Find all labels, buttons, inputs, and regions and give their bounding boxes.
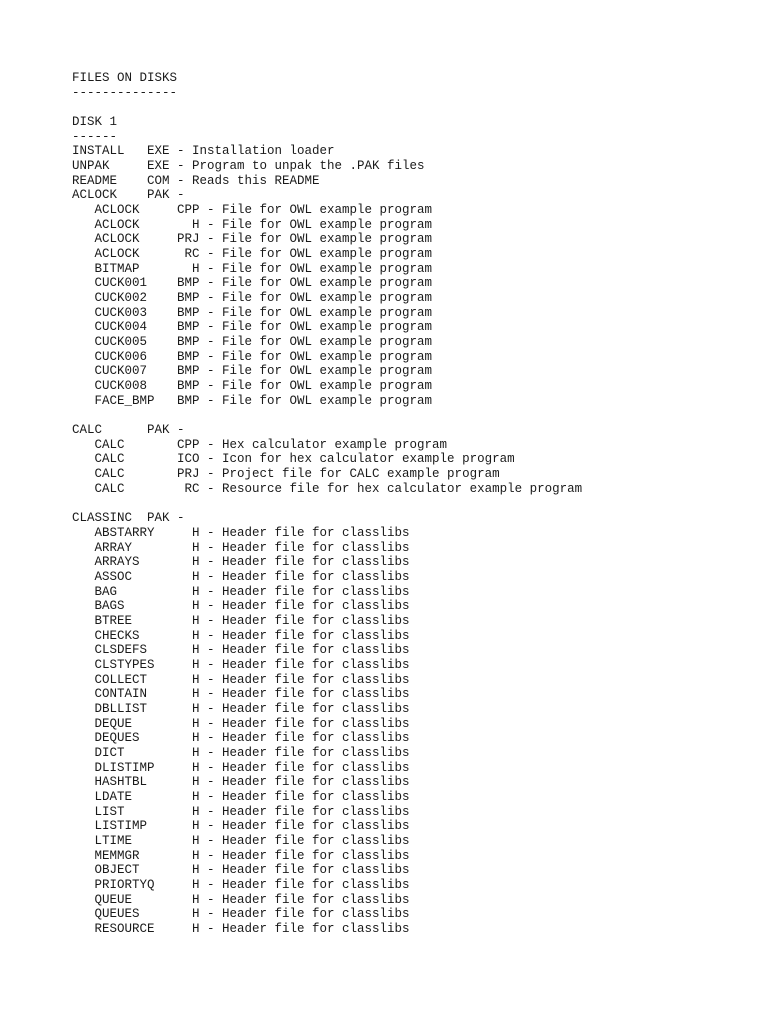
listing-line: LDATE H - Header file for classlibs (72, 789, 410, 804)
file-listing (72, 71, 762, 937)
listing-line: CUCK001 BMP - File for OWL example program (72, 276, 433, 291)
document-page (72, 71, 762, 937)
listing-line: DLISTIMP H - Header file for classlibs (72, 760, 410, 775)
listing-line: CALC PRJ - Project file for CALC example program (72, 467, 500, 482)
listing-line: CALC CPP - Hex calculator example program (72, 437, 448, 452)
listing-line: DISK 1 (72, 115, 118, 130)
listing-line: README COM - Reads this README (72, 173, 320, 188)
listing-line: CUCK003 BMP - File for OWL example program (72, 305, 433, 320)
listing-line: CLSTYPES H - Header file for classlibs (72, 657, 410, 672)
listing-line: ACLOCK PRJ - File for OWL example program (72, 232, 433, 247)
listing-line: CUCK008 BMP - File for OWL example program (72, 379, 433, 394)
listing-line: BAGS H - Header file for classlibs (72, 599, 410, 614)
listing-line: ------ (72, 129, 118, 144)
listing-line: OBJECT H - Header file for classlibs (72, 863, 410, 878)
listing-line: ACLOCK RC - File for OWL example program (72, 247, 433, 262)
listing-line: HASHTBL H - Header file for classlibs (72, 775, 410, 790)
listing-line: ABSTARRY H - Header file for classlibs (72, 525, 410, 540)
listing-line: ACLOCK H - File for OWL example program (72, 217, 433, 232)
listing-line: CLASSINC PAK - (72, 511, 185, 526)
listing-line: FILES ON DISKS (72, 71, 178, 85)
listing-line: QUEUES H - Header file for classlibs (72, 907, 410, 922)
listing-line: RESOURCE H - Header file for classlibs (72, 921, 410, 936)
listing-line: CALC PAK - (72, 423, 185, 438)
listing-line: DEQUES H - Header file for classlibs (72, 731, 410, 746)
listing-line: DBLLIST H - Header file for classlibs (72, 701, 410, 716)
listing-line (72, 496, 762, 511)
listing-line: LISTIMP H - Header file for classlibs (72, 819, 410, 834)
listing-line: ARRAYS H - Header file for classlibs (72, 555, 410, 570)
listing-line: CUCK005 BMP - File for OWL example program (72, 335, 433, 350)
listing-line: CUCK004 BMP - File for OWL example program (72, 320, 433, 335)
listing-line: COLLECT H - Header file for classlibs (72, 672, 410, 687)
listing-line: FACE_BMP BMP - File for OWL example program (72, 393, 433, 408)
listing-line: CONTAIN H - Header file for classlibs (72, 687, 410, 702)
listing-line: QUEUE H - Header file for classlibs (72, 892, 410, 907)
listing-line: DEQUE H - Header file for classlibs (72, 716, 410, 731)
listing-line: CUCK007 BMP - File for OWL example program (72, 364, 433, 379)
listing-line: ARRAY H - Header file for classlibs (72, 540, 410, 555)
listing-line: BAG H - Header file for classlibs (72, 584, 410, 599)
listing-line: LIST H - Header file for classlibs (72, 804, 410, 819)
listing-line: CHECKS H - Header file for classlibs (72, 628, 410, 643)
listing-line: CUCK002 BMP - File for OWL example program (72, 291, 433, 306)
listing-line: CUCK006 BMP - File for OWL example program (72, 349, 433, 364)
listing-line: PRIORTYQ H - Header file for classlibs (72, 877, 410, 892)
listing-line: ACLOCK CPP - File for OWL example program (72, 203, 433, 218)
listing-line (72, 100, 762, 115)
listing-line: ASSOC H - Header file for classlibs (72, 569, 410, 584)
listing-line: CALC RC - Resource file for hex calculator example program (72, 481, 583, 496)
listing-line: BTREE H - Header file for classlibs (72, 613, 410, 628)
listing-line: CALC ICO - Icon for hex calculator example program (72, 452, 515, 467)
listing-line: -------------- (72, 85, 178, 100)
listing-line (72, 408, 762, 423)
listing-line: CLSDEFS H - Header file for classlibs (72, 643, 410, 658)
listing-line: UNPAK EXE - Program to unpak the .PAK files (72, 159, 425, 174)
listing-line: MEMMGR H - Header file for classlibs (72, 848, 410, 863)
listing-line: INSTALL EXE - Installation loader (72, 144, 335, 159)
listing-line: ACLOCK PAK - (72, 188, 185, 203)
listing-line: BITMAP H - File for OWL example program (72, 261, 433, 276)
listing-line: LTIME H - Header file for classlibs (72, 833, 410, 848)
listing-line: DICT H - Header file for classlibs (72, 745, 410, 760)
